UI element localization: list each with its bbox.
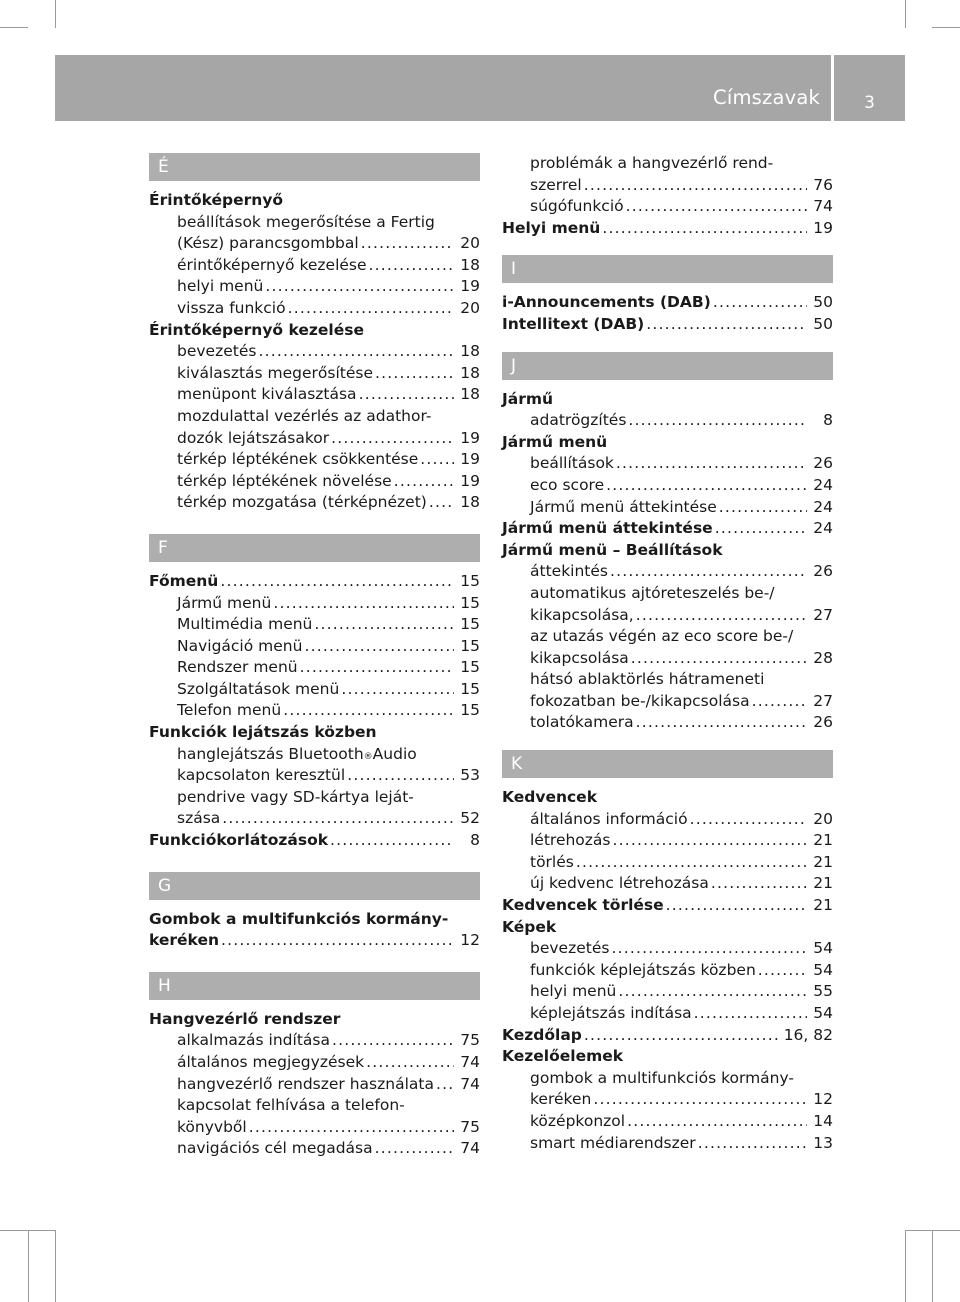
index-entry <box>149 428 480 450</box>
page-reference: 54 <box>813 939 833 958</box>
index-entry <box>502 830 833 852</box>
page-reference: 16, 82 <box>783 1025 833 1044</box>
crop-mark <box>932 1230 933 1302</box>
crop-mark <box>28 1230 29 1302</box>
leader-dots <box>420 449 454 471</box>
page-reference: 52 <box>460 809 480 828</box>
leader-dots <box>332 1030 454 1052</box>
index-entry-text: Funkciók lejátszás közben <box>149 723 377 742</box>
index-entry-text: könyvből <box>177 1117 247 1136</box>
index-entry-text: Gombok a multifunkciós kormány- <box>149 909 449 928</box>
index-entry <box>502 389 833 411</box>
leader-dots <box>602 218 807 240</box>
leader-dots <box>627 1111 807 1133</box>
index-entry <box>502 917 833 939</box>
crop-mark <box>905 0 906 28</box>
index-entry-text: hátsó ablaktörlés hátrameneti <box>530 670 765 689</box>
index-entry <box>502 518 833 540</box>
index-entry-text: eco score <box>530 475 605 494</box>
page-reference: 53 <box>460 766 480 785</box>
index-entry-text: áttekintés <box>530 562 608 581</box>
index-entry-text: kapcsolaton keresztül <box>177 766 346 785</box>
index-entry-text-tail: Audio <box>372 744 417 763</box>
index-entry <box>149 787 480 809</box>
page-reference: 74 <box>460 1074 480 1093</box>
index-entry-text: Jármű menü <box>177 593 272 612</box>
index-entry <box>149 1095 480 1117</box>
page-number: 3 <box>864 93 875 113</box>
index-letter-header: F <box>149 534 480 562</box>
page-reference: 18 <box>460 342 480 361</box>
crop-mark <box>55 1230 56 1302</box>
index-entry <box>502 691 833 713</box>
index-entry-text: pendrive vagy SD-kártya leját- <box>177 787 414 806</box>
leader-dots <box>593 1089 807 1111</box>
leader-dots <box>584 175 807 197</box>
leader-dots <box>375 1138 454 1160</box>
leader-dots <box>631 648 807 670</box>
index-entry <box>149 700 480 722</box>
index-entry-text: súgófunkció <box>530 197 624 216</box>
index-entry <box>149 765 480 787</box>
index-entry <box>502 175 833 197</box>
index-entry-text: Multimédia menü <box>177 615 313 634</box>
page-reference: 18 <box>460 385 480 404</box>
index-entry-text: Intellitext (DAB) <box>502 314 645 333</box>
leader-dots <box>361 233 454 255</box>
leader-dots <box>613 830 807 852</box>
index-entry-text: hangvezérlő rendszer használata <box>177 1074 434 1093</box>
page-reference: 27 <box>813 691 833 710</box>
index-entry-text: Jármű menü <box>502 432 608 451</box>
leader-dots <box>304 636 454 658</box>
index-entry <box>502 1025 833 1047</box>
leader-dots <box>265 276 454 298</box>
index-entry <box>502 410 833 432</box>
page-reference: 19 <box>460 471 480 490</box>
index-entry-text: térkép léptékének csökkentése <box>177 450 419 469</box>
leader-dots <box>758 960 807 982</box>
index-entry <box>502 787 833 809</box>
index-entry-text: kikapcsolása <box>530 648 629 667</box>
index-entry <box>502 475 833 497</box>
index-entry-text: dozók lejátszásakor <box>177 428 330 447</box>
index-entry-text: navigációs cél megadása <box>177 1139 373 1158</box>
leader-dots <box>359 384 454 406</box>
index-letter-header: K <box>502 750 833 778</box>
index-entry-text: helyi menü <box>177 277 264 296</box>
leader-dots <box>576 852 807 874</box>
page-reference: 20 <box>460 298 480 317</box>
page-reference: 19 <box>460 428 480 447</box>
page-reference: 15 <box>460 615 480 634</box>
index-entry <box>502 938 833 960</box>
index-entry <box>502 626 833 648</box>
index-entry-text: Jármű <box>502 389 554 408</box>
page-reference: 26 <box>813 713 833 732</box>
leader-dots <box>258 341 454 363</box>
index-entry <box>502 453 833 475</box>
index-entry-text: tolatókamera <box>530 713 634 732</box>
page-reference: 19 <box>813 218 833 237</box>
page-reference: 74 <box>460 1139 480 1158</box>
index-entry-text: alkalmazás indítása <box>177 1031 330 1050</box>
index-entry <box>502 669 833 691</box>
index-entry-text: új kedvenc létrehozása <box>530 874 709 893</box>
index-entry-text: Kezelőelemek <box>502 1047 624 1066</box>
page-reference: 76 <box>813 175 833 194</box>
index-entry <box>502 561 833 583</box>
leader-dots <box>375 363 454 385</box>
index-entry <box>149 830 480 852</box>
leader-dots <box>330 830 454 852</box>
index-entry <box>149 1052 480 1074</box>
index-entry-text: szerrel <box>530 175 582 194</box>
leader-dots <box>369 255 454 277</box>
leader-dots <box>249 1117 454 1139</box>
index-entry-text: Jármű menü – Beállítások <box>502 540 723 559</box>
index-entry-text: kikapcsolása, <box>530 605 634 624</box>
crop-mark <box>55 0 56 28</box>
page-reference: 21 <box>813 852 833 871</box>
index-entry-text: Érintőképernyő <box>149 191 284 209</box>
index-entry-text: hanglejátszás Bluetooth <box>177 744 364 763</box>
index-entry <box>502 712 833 734</box>
page-reference: 12 <box>460 931 480 950</box>
leader-dots <box>341 679 454 701</box>
index-entry <box>149 614 480 636</box>
index-entry <box>502 960 833 982</box>
index-entry-text: általános megjegyzések <box>177 1053 365 1071</box>
leader-dots <box>713 292 807 314</box>
leader-dots <box>222 808 454 830</box>
index-entry-text: Funkciókorlátozások <box>149 831 329 850</box>
index-entry <box>502 1003 833 1025</box>
index-entry <box>149 679 480 701</box>
index-entry: hanglejátszás Bluetooth ® Audio <box>149 744 480 766</box>
index-entry-text: vissza funkció <box>177 298 286 317</box>
index-entry-text: Navigáció menü <box>177 636 303 655</box>
leader-dots <box>366 1052 454 1074</box>
index-entry <box>149 636 480 658</box>
leader-dots <box>288 298 454 320</box>
index-entry-text: funkciók képlejátszás közben <box>530 960 756 979</box>
page-reference: 54 <box>813 1004 833 1022</box>
index-entry-text: mozdulattal vezérlés az adathor- <box>177 406 432 425</box>
index-entry <box>149 1117 480 1139</box>
index-entry-text: az utazás végén az eco score be-/ <box>530 627 794 646</box>
index-entry-text: Kedvencek törlése <box>502 896 664 915</box>
index-entry <box>149 320 480 342</box>
index-entry <box>149 298 480 320</box>
index-entry-text: beállítások megerősítése a Fertig <box>177 212 435 231</box>
leader-dots <box>715 518 807 540</box>
index-entry-text: létrehozás <box>530 831 611 850</box>
leader-dots <box>616 453 807 475</box>
index-entry <box>149 341 480 363</box>
page-reference: 18 <box>460 255 480 274</box>
index-entry-text: fokozatban be-/kikapcsolása <box>530 691 750 710</box>
index-letter-header: G <box>149 872 480 900</box>
index-entry-text: i-Announcements (DAB) <box>502 293 711 312</box>
page-reference: 15 <box>460 593 480 612</box>
page-reference: 26 <box>813 454 833 473</box>
index-entry-text: bevezetés <box>530 939 610 958</box>
leader-dots <box>694 1003 807 1025</box>
index-entry <box>502 852 833 874</box>
page-reference: 75 <box>460 1117 480 1136</box>
page-reference: 14 <box>813 1111 833 1130</box>
index-entry <box>149 406 480 428</box>
leader-dots <box>646 314 807 336</box>
page-reference: 24 <box>813 497 833 516</box>
page-reference: 18 <box>460 493 480 512</box>
index-entry <box>149 909 480 931</box>
index-entry-text: törlés <box>530 852 574 871</box>
index-entry-text: kiválasztás megerősítése <box>177 363 374 382</box>
leader-dots <box>719 497 807 519</box>
index-entry <box>502 605 833 627</box>
leader-dots <box>220 571 454 593</box>
index-entry-text: automatikus ajtóreteszelés be-/ <box>530 583 775 602</box>
page-reference: 13 <box>813 1133 833 1152</box>
page-reference: 55 <box>813 982 833 1001</box>
index-entry <box>149 722 480 744</box>
page-reference: 20 <box>460 234 480 253</box>
index-letter-header: H <box>149 972 480 1000</box>
index-entry <box>149 363 480 385</box>
leader-dots <box>666 895 807 917</box>
crop-mark <box>905 1230 906 1302</box>
index-entry-text: Telefon menü <box>177 701 282 720</box>
page-reference: 50 <box>813 314 833 333</box>
leader-dots <box>611 938 807 960</box>
index-entry-text: Főmenü <box>149 571 219 590</box>
page-title: Címszavak <box>713 86 820 109</box>
page-reference: 18 <box>460 363 480 382</box>
index-entry <box>149 212 480 234</box>
page-reference: 15 <box>460 571 480 590</box>
page-reference: 19 <box>460 450 480 469</box>
index-entry-text: térkép mozgatása (térképnézet) <box>177 493 427 512</box>
index-entry-text: Helyi menü <box>502 218 601 237</box>
index-entry <box>149 571 480 593</box>
index-letter-header: I <box>502 255 833 283</box>
index-entry <box>502 196 833 218</box>
leader-dots <box>698 1133 807 1155</box>
index-entry-text: Rendszer menü <box>177 658 298 677</box>
leader-dots <box>283 700 454 722</box>
index-entry <box>149 593 480 615</box>
page-reference: 8 <box>470 831 480 850</box>
index-entry-text: kapcsolat felhívása a telefon- <box>177 1096 405 1115</box>
leader-dots <box>636 605 807 627</box>
leader-dots <box>711 873 807 895</box>
page-reference: 26 <box>813 562 833 581</box>
crop-mark <box>0 27 28 28</box>
index-entry <box>502 218 833 240</box>
index-entry-text: szása <box>177 809 221 828</box>
index-entry-text: gombok a multifunkciós kormány- <box>530 1068 794 1087</box>
page-reference: 15 <box>460 701 480 720</box>
page-reference: 28 <box>813 648 833 667</box>
page-reference: 27 <box>813 605 833 624</box>
index-entry <box>502 1046 833 1068</box>
leader-dots <box>618 981 807 1003</box>
index-entry-text: smart médiarendszer <box>530 1133 696 1152</box>
index-entry <box>502 873 833 895</box>
leader-dots <box>314 614 454 636</box>
index-entry-text: keréken <box>530 1090 592 1109</box>
leader-dots <box>626 196 807 218</box>
leader-dots <box>436 1074 454 1096</box>
index-entry-text: térkép léptékének növelése <box>177 471 392 490</box>
index-entry-text: (Kész) parancsgombbal <box>177 234 359 253</box>
index-entry <box>149 1030 480 1052</box>
page-reference: 15 <box>460 679 480 698</box>
index-entry <box>149 190 480 212</box>
leader-dots <box>221 930 454 952</box>
index-entry-text: általános információ <box>530 809 688 828</box>
crop-mark <box>932 27 960 28</box>
index-column-right <box>502 153 833 1154</box>
index-entry <box>502 1111 833 1133</box>
page-reference: 74 <box>460 1053 480 1071</box>
index-entry <box>149 255 480 277</box>
page-reference: 15 <box>460 636 480 655</box>
index-entry-text: középkonzol <box>530 1111 626 1130</box>
page-reference: 54 <box>813 960 833 979</box>
leader-dots <box>636 712 807 734</box>
page-reference: 21 <box>813 831 833 850</box>
page-reference: 24 <box>813 519 833 538</box>
leader-dots <box>584 1025 779 1047</box>
index-entry <box>149 276 480 298</box>
page-reference: 21 <box>813 874 833 893</box>
index-entry <box>149 384 480 406</box>
index-entry <box>149 808 480 830</box>
index-entry <box>502 895 833 917</box>
leader-dots <box>394 471 454 493</box>
page-reference: 21 <box>813 896 833 915</box>
index-entry <box>149 471 480 493</box>
index-entry-text: Képek <box>502 917 557 936</box>
index-entry <box>502 432 833 454</box>
index-entry-text: helyi menü <box>530 982 617 1001</box>
page-reference: 74 <box>813 197 833 216</box>
index-entry-text: bevezetés <box>177 342 257 361</box>
index-entry <box>149 1138 480 1160</box>
page-reference: 12 <box>813 1090 833 1109</box>
index-entry <box>149 930 480 952</box>
index-entry <box>149 657 480 679</box>
index-entry-text: keréken <box>149 931 219 950</box>
index-entry <box>149 1009 480 1031</box>
index-entry <box>502 981 833 1003</box>
index-entry-text: menüpont kiválasztása <box>177 385 357 404</box>
index-entry-text: beállítások <box>530 454 614 473</box>
index-entry <box>149 449 480 471</box>
leader-dots <box>273 593 454 615</box>
index-entry-text: Jármű menü áttekintése <box>502 519 713 538</box>
leader-dots <box>610 561 807 583</box>
index-entry <box>502 1068 833 1090</box>
index-entry <box>502 1089 833 1111</box>
index-entry <box>502 314 833 336</box>
index-entry-text: Érintőképernyő kezelése <box>149 320 364 339</box>
index-entry <box>502 540 833 562</box>
index-entry <box>502 648 833 670</box>
leader-dots <box>331 428 454 450</box>
page-reference: 19 <box>460 277 480 296</box>
page-reference: 15 <box>460 658 480 677</box>
page-reference: 50 <box>813 293 833 312</box>
index-entry <box>149 492 480 514</box>
page-reference: 75 <box>460 1031 480 1050</box>
page-reference: 20 <box>813 809 833 828</box>
index-entry <box>149 1074 480 1096</box>
index-entry <box>502 153 833 175</box>
index-entry-text: Kezdőlap <box>502 1025 582 1044</box>
index-entry <box>502 583 833 605</box>
index-entry-text: Kedvencek <box>502 788 598 807</box>
index-entry-text: Hangvezérlő rendszer <box>149 1009 341 1028</box>
index-entry <box>502 497 833 519</box>
index-entry <box>502 292 833 314</box>
leader-dots <box>300 657 454 679</box>
index-entry-text: problémák a hangvezérlő rend- <box>530 154 774 172</box>
leader-dots <box>347 765 454 787</box>
index-entry-text: érintőképernyő kezelése <box>177 255 367 274</box>
page-reference: 24 <box>813 475 833 494</box>
leader-dots <box>752 691 807 713</box>
index-column-left <box>149 153 480 1160</box>
index-entry <box>502 809 833 831</box>
index-entry <box>502 1133 833 1155</box>
index-entry-text: Szolgáltatások menü <box>177 679 340 698</box>
index-entry-text: adatrögzítés <box>530 411 627 430</box>
page-reference: 8 <box>823 411 833 430</box>
leader-dots <box>628 410 807 432</box>
index-entry-text: képlejátszás indítása <box>530 1004 692 1022</box>
index-letter-header: J <box>502 352 833 380</box>
index-entry <box>149 233 480 255</box>
index-letter-header: É <box>149 153 480 181</box>
index-entry-text: Jármű menü áttekintése <box>530 497 717 516</box>
leader-dots <box>606 475 807 497</box>
leader-dots <box>429 492 454 514</box>
leader-dots <box>690 809 807 831</box>
